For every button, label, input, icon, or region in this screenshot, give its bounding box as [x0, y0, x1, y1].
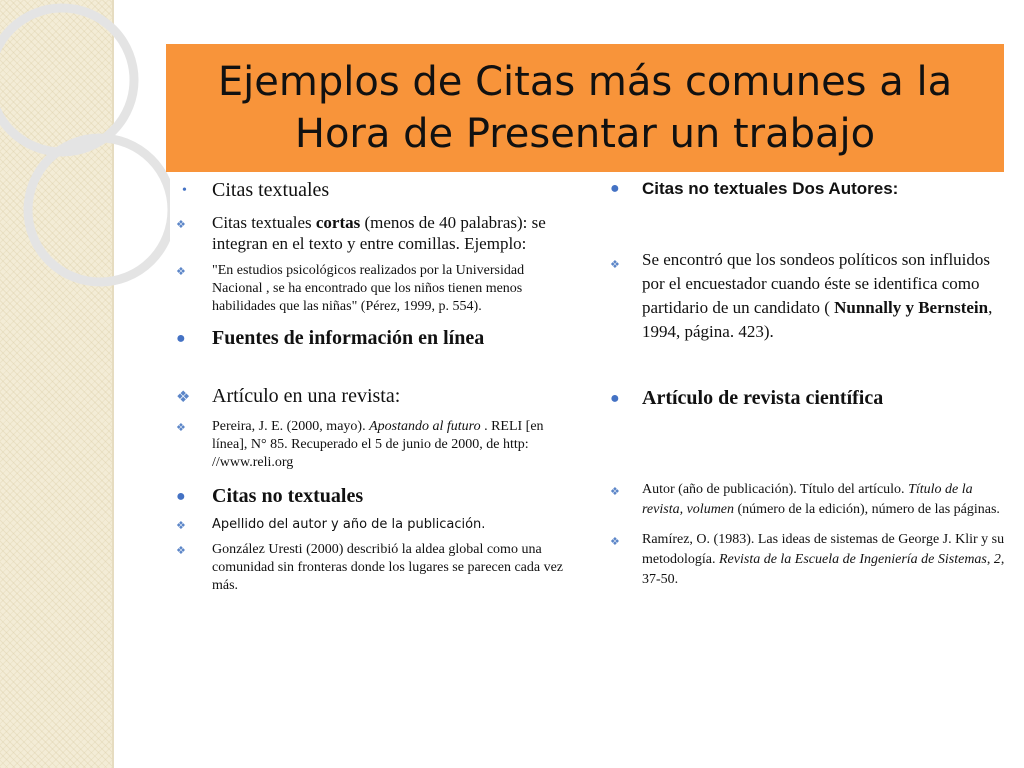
heading-fuentes-en-linea: ● Fuentes de información en línea [176, 327, 485, 349]
bullet-dot-icon: ● [610, 180, 620, 197]
paragraph-citas-cortas: ❖ Citas textuales cortas (menos de 40 palabras): se integran en el texto y entre comillas. Ejemplo: [176, 213, 546, 253]
paragraph-ejemplo-ramirez: ❖ Ramírez, O. (1983). Las ideas de sistemas de George J. Klir y su metodología. Revista de la Escuela de Ingeniería de Sistemas, 2, 37-50. [610, 532, 1005, 587]
diamond-bullet-icon: ❖ [176, 389, 191, 406]
bullet-dot-icon: ● [610, 390, 620, 407]
paragraph-formato-articulo: ❖ Autor (año de publicación). Título del artículo. Título de la revista, volumen (número de la edición), número de las páginas. [610, 482, 1000, 517]
paragraph-ejemplo-gonzalez: ❖ González Uresti (2000) describió la aldea global como una comunidad sin fronteras donde los lugares se parecen cada vez más. [176, 542, 564, 593]
diamond-bullet-icon: ❖ [610, 486, 620, 498]
heading-dos-autores: ● Citas no textuales Dos Autores: [610, 179, 899, 198]
bullet-dot-icon: • [182, 183, 187, 198]
diamond-bullet-icon: ❖ [610, 536, 620, 548]
slide-title: Ejemplos de Citas más comunes a la Hora de Presentar un trabajo [217, 59, 953, 157]
paragraph-ejemplo-pereira: ❖ Pereira, J. E. (2000, mayo). Apostando al futuro . RELI [en línea], N° 85. Recuperado el 5 de junio de 2000, de http: //www.reli.org [176, 419, 544, 470]
paragraph-articulo-revista: ❖ Artículo en una revista: [176, 384, 566, 408]
paragraph-ejemplo-cita: ❖ "En estudios psicológicos realizados por la Universidad Nacional , se ha encontrado que los niños tienen menos habilidades que las niñas" (Pérez, 1999, p. 554). [176, 263, 525, 314]
diamond-bullet-icon: ❖ [610, 259, 620, 271]
left-column [176, 178, 566, 595]
title-banner [166, 44, 1004, 172]
paragraph-sondeos-politicos: ❖ Se encontró que los sondeos políticos son influidos por el encuestador cuando éste se identifica como partidario de un candidato ( Nunnally y Bernstein, 1994, página. 423). [610, 250, 993, 341]
diamond-bullet-icon: ❖ [176, 519, 186, 532]
diamond-bullet-icon: ❖ [176, 266, 186, 278]
bullet-dot-icon: ● [176, 330, 186, 347]
heading-citas-textuales: • Citas textuales [182, 179, 330, 201]
diamond-bullet-icon: ❖ [176, 422, 186, 434]
diamond-bullet-icon: ❖ [176, 545, 186, 557]
right-column [610, 178, 1005, 590]
decorative-side-stripe [0, 0, 114, 768]
paragraph-apellido-autor: ❖ Apellido del autor y año de la publicación. [176, 517, 486, 532]
heading-articulo-cientifico: ● Artículo de revista científica [610, 387, 884, 409]
heading-citas-no-textuales: ● Citas no textuales [176, 485, 364, 507]
bullet-dot-icon: ● [176, 488, 186, 505]
diamond-bullet-icon: ❖ [176, 219, 186, 231]
